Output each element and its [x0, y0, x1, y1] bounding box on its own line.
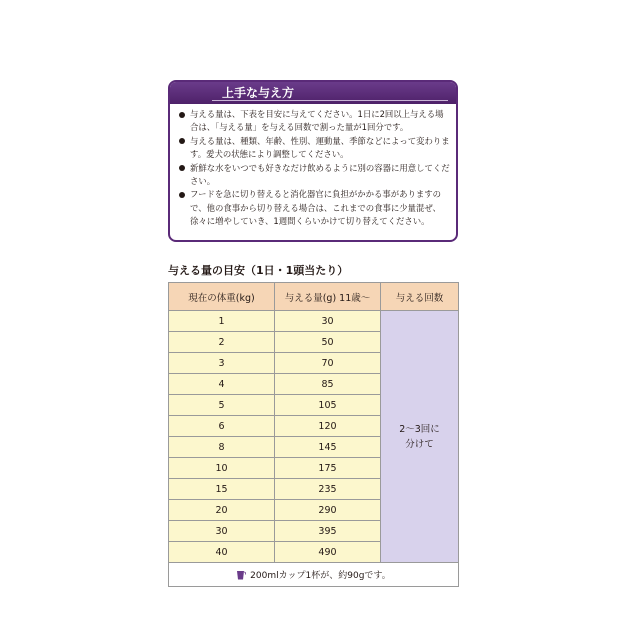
- amount-cell: 145: [275, 437, 381, 458]
- weight-cell: 15: [169, 479, 275, 500]
- times-text-line1: 2～3回に: [399, 423, 440, 435]
- feeding-tip-item: 与える量は、下表を目安に与えてください。1日に2回以上与える場合は、「与える量」を与える回数で割った量が1回分です。: [178, 108, 450, 135]
- amount-cell: 395: [275, 521, 381, 542]
- amount-cell: 85: [275, 374, 381, 395]
- amount-cell: 70: [275, 353, 381, 374]
- amount-cell: 175: [275, 458, 381, 479]
- feeding-tip-item: 与える量は、種類、年齢、性別、運動量、季節などによって変わります。愛犬の状態により調整してください。: [178, 135, 450, 162]
- amount-cell: 105: [275, 395, 381, 416]
- times-text-line2: 分けて: [405, 438, 434, 450]
- weight-cell: 6: [169, 416, 275, 437]
- weight-cell: 8: [169, 437, 275, 458]
- table-row: [169, 311, 459, 332]
- times-cell: [381, 311, 459, 563]
- weight-cell: 3: [169, 353, 275, 374]
- header-amount: 与える量(g) 11歳～: [275, 283, 381, 311]
- table-header-row: [169, 283, 459, 311]
- amount-cell: 490: [275, 542, 381, 563]
- feeding-tip-item: フードを急に切り替えると消化器官に負担がかかる事がありますので、他の食事から切り替える場合は、これまでの食事に少量混ぜ、徐々に増やしていき、1週間くらいかけて切り替えてください。: [178, 188, 450, 228]
- feeding-tips-box: [168, 80, 458, 242]
- weight-cell: 2: [169, 332, 275, 353]
- feeding-tips-list: [170, 104, 456, 229]
- amount-cell: 235: [275, 479, 381, 500]
- weight-cell: 10: [169, 458, 275, 479]
- cup-note-text: 200mlカップ1杯が、約90gです。: [250, 571, 391, 581]
- amount-cell: 50: [275, 332, 381, 353]
- measuring-cup-icon: [236, 570, 246, 580]
- feeding-table-title: 与える量の目安（1日・1頭当たり）: [168, 264, 349, 277]
- weight-cell: 5: [169, 395, 275, 416]
- amount-cell: 290: [275, 500, 381, 521]
- amount-cell: 120: [275, 416, 381, 437]
- table-footer-row: [169, 563, 459, 587]
- weight-cell: 20: [169, 500, 275, 521]
- weight-cell: 4: [169, 374, 275, 395]
- feeding-tip-item: 新鮮な水をいつでも好きなだけ飲めるように別の容器に用意してください。: [178, 162, 450, 189]
- feeding-tips-title: 上手な与え方: [170, 82, 456, 104]
- weight-cell: 30: [169, 521, 275, 542]
- amount-cell: 30: [275, 311, 381, 332]
- weight-cell: 1: [169, 311, 275, 332]
- header-times: 与える回数: [381, 283, 459, 311]
- feeding-amount-table: [168, 282, 459, 587]
- header-weight: 現在の体重(kg): [169, 283, 275, 311]
- weight-cell: 40: [169, 542, 275, 563]
- cup-note-cell: [169, 563, 459, 587]
